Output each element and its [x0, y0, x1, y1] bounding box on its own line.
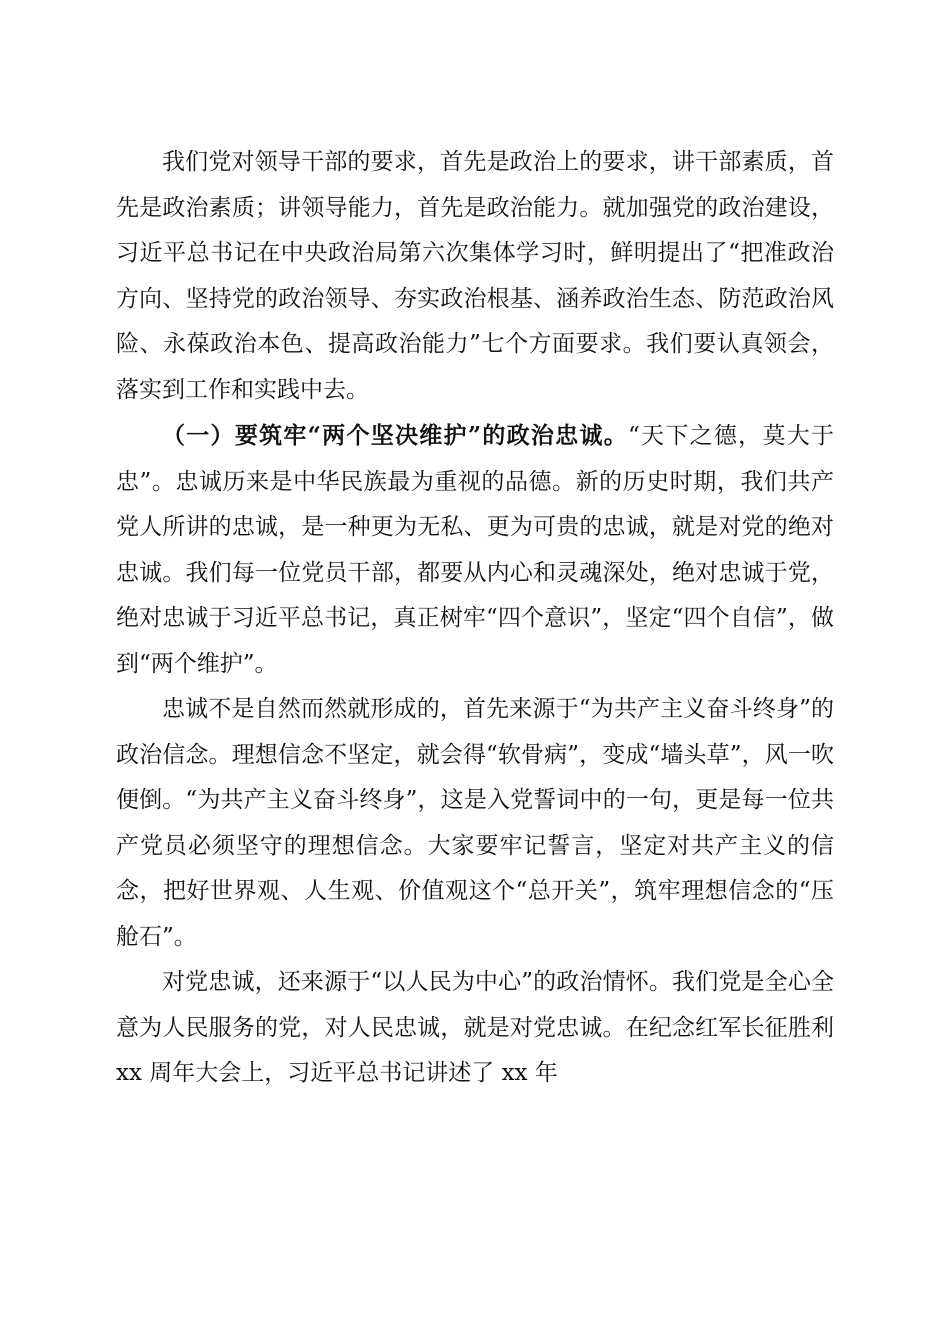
paragraph-people-centered [116, 960, 834, 1097]
paragraph-text: 忠诚不是自然而然就形成的，首先来源于“为共产主义奋斗终身”的政治信念。理想信念不坚定，就会得“软骨病”，变成“墙头草”，风一吹便倒。“为共产主义奋斗终身”，这是入党誓词中的一句，更是每一位共产党员必须坚守的理想信念。大家要牢记誓言，坚定对共产主义的信念，把好世界观、人生观、价值观这个“总开关”，筑牢理想信念的“压舱石”。 [116, 696, 834, 950]
paragraph-political-loyalty [116, 413, 834, 687]
document-body [116, 140, 834, 1097]
paragraph-text: “天下之德，莫大于忠”。忠诚历来是中华民族最为重视的品德。新的历史时期，我们共产党人所讲的忠诚，是一种更为无私、更为可贵的忠诚，就是对党的绝对忠诚。我们每一位党员干部，都要从内心和灵魂深处，绝对忠诚于党，绝对忠诚于习近平总书记，真正树牢“四个意识”，坚定“四个自信”，做到“两个维护”。 [116, 423, 834, 677]
paragraph-text: 我们党对领导干部的要求，首先是政治上的要求，讲干部素质，首先是政治素质；讲领导能力，首先是政治能力。就加强党的政治建设，习近平总书记在中央政治局第六次集体学习时，鲜明提出了“把准政治方向、坚持党的政治领导、夯实政治根基、涵养政治生态、防范政治风险、永葆政治本色、提高政治能力”七个方面要求。我们要认真领会，落实到工作和实践中去。 [116, 149, 834, 403]
paragraph-political-requirements [116, 140, 834, 413]
paragraph-text: 对党忠诚，还来源于“以人民为中心”的政治情怀。我们党是全心全意为人民服务的党，对人民忠诚，就是对党忠诚。在纪念红军长征胜利 xx 周年大会上，习近平总书记讲述了 xx 年 [116, 969, 834, 1086]
section-heading: （一）要筑牢“两个坚决维护”的政治忠诚。 [162, 422, 629, 449]
paragraph-political-belief [116, 687, 834, 960]
